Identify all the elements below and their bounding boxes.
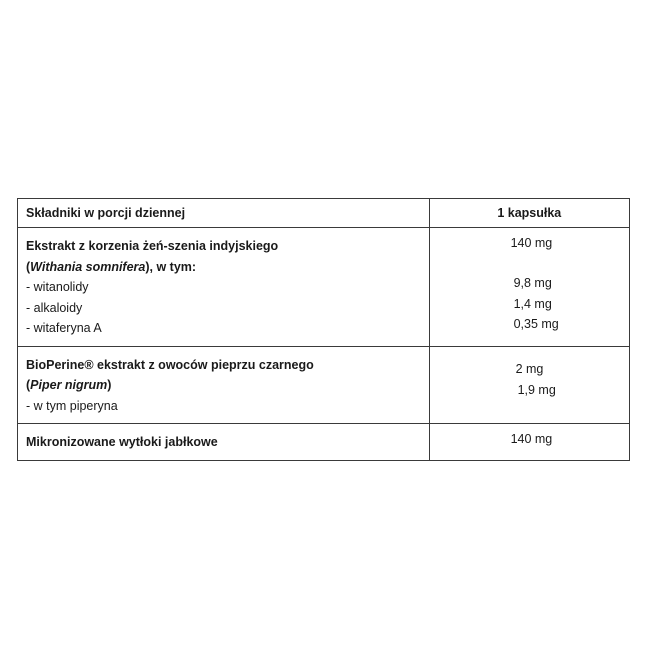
latin-name-line: (Piper nigrum) xyxy=(26,378,112,392)
amount-value: 140 mg xyxy=(510,236,553,250)
table-row-bioperine xyxy=(18,346,630,424)
table-header-row xyxy=(18,199,630,228)
header-amount-cell xyxy=(429,199,629,228)
amount-value: 1,9 mg xyxy=(517,382,556,397)
sub-ingredient: - alkaloidy xyxy=(26,300,83,315)
amount-value: 0,35 mg xyxy=(513,317,559,331)
amount-cell xyxy=(429,424,629,461)
ingredient-name: BioPerine® ekstrakt z owoców pieprzu czarnego xyxy=(26,357,314,372)
header-amount-label: 1 kapsułka xyxy=(497,206,562,220)
latin-name: Withania somnifera xyxy=(30,259,146,274)
amount-value: 140 mg xyxy=(510,432,553,446)
ingredient-name: Ekstrakt z korzenia żeń-szenia indyjskiego xyxy=(26,239,279,253)
table-row-ashwagandha xyxy=(18,228,630,347)
latin-name: Piper nigrum xyxy=(30,378,108,392)
latin-name-suffix: , w tym: xyxy=(149,259,197,274)
ingredient-cell xyxy=(18,228,430,347)
sub-ingredient: - witaferyna A xyxy=(26,321,102,335)
latin-name-line: (Withania somnifera), w tym: xyxy=(26,259,197,274)
amount-value: 2 mg xyxy=(515,361,544,376)
amount-value: 1,4 mg xyxy=(513,297,552,311)
sub-ingredient: - w tym piperyna xyxy=(26,398,118,413)
table-row-apple-pomace xyxy=(18,424,630,461)
amount-cell xyxy=(429,346,629,424)
header-ingredient-cell xyxy=(18,199,430,228)
ingredient-cell xyxy=(18,346,430,424)
ingredients-table xyxy=(17,198,630,461)
header-ingredient-label: Składniki w porcji dziennej xyxy=(26,206,186,220)
ingredient-cell xyxy=(18,424,430,461)
sub-ingredient: - witanolidy xyxy=(26,280,89,294)
ingredient-name: Mikronizowane wytłoki jabłkowe xyxy=(26,435,218,449)
amount-cell xyxy=(429,228,629,347)
amount-value: 9,8 mg xyxy=(513,276,552,290)
